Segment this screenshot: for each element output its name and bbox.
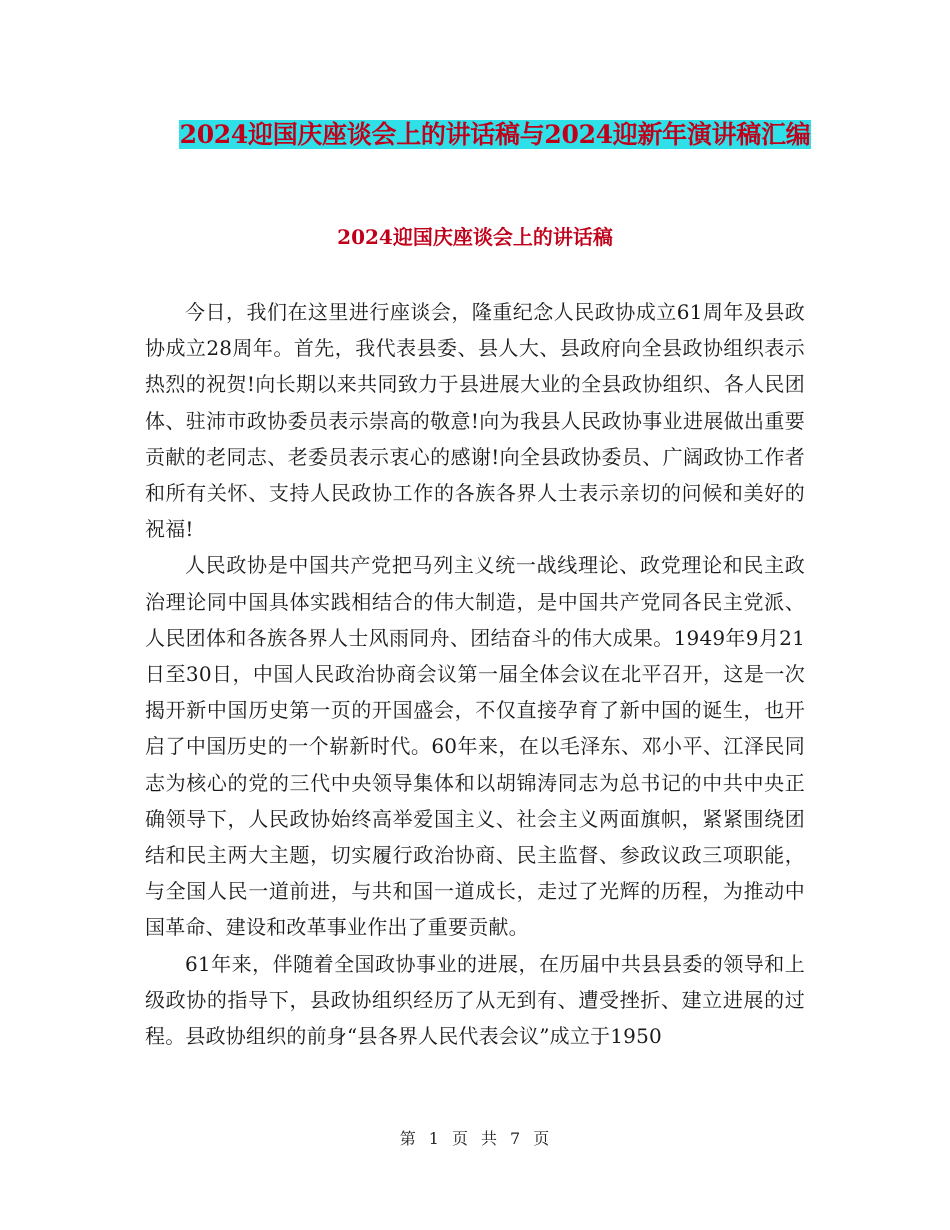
paragraph: 今日，我们在这里进行座谈会，隆重纪念人民政协成立61周年及县政协成立28周年。首先，我代表县委、县人大、县政府向全县政协组织表示热烈的祝贺!向长期以来共同致力于县进展大业的全县政协组织、各人民团体、驻沛市政协委员表示崇高的敬意!向为我县人民政协事业进展做出重要贡献的老同志、老委员表示衷心的感谢!向全县政协委员、广阔政协工作者和所有关怀、支持人民政协工作的各族各界人士表示亲切的问候和美好的祝福! (145, 300, 805, 542)
footer-total-pages: 7 (510, 1129, 522, 1148)
footer-total-prefix: 共 (481, 1129, 499, 1148)
footer-total-unit: 页 (533, 1129, 551, 1148)
document-body (145, 294, 805, 1054)
document-title (150, 112, 840, 157)
paragraph: 人民政协是中国共产党把马列主义统一战线理论、政党理论和民主政治理论同中国具体实践相结合的伟大制造，是中国共产党同各民主党派、人民团体和各族各界人士风雨同舟、团结奋斗的伟大成果。1949年9月21日至30日，中国人民政治协商会议第一届全体会议在北平召开，这是一次揭开新中国历史第一页的开国盛会，不仅直接孕育了新中国的诞生，也开启了中国历史的一个崭新时代。60年来，在以毛泽东、邓小平、江泽民同志为核心的党的三代中央领导集体和以胡锦涛同志为总书记的中共中央正确领导下，人民政协始终高举爱国主义、社会主义两面旗帜，紧紧围绕团结和民主两大主题，切实履行政治协商、民主监督、参政议政三项职能，与全国人民一道前进，与共和国一道成长，走过了光辉的历程，为推动中国革命、建设和改革事业作出了重要贡献。 (145, 553, 805, 940)
footer-page-number: 1 (428, 1129, 440, 1148)
paragraph: 61年来，伴随着全国政协事业的进展，在历届中共县县委的领导和上级政协的指导下，县政协组织经历了从无到有、遭受挫折、建立进展的过程。县政协组织的前身“县各界人民代表会议”成立于1950 (145, 951, 805, 1049)
footer-prefix: 第 (399, 1129, 417, 1148)
page-footer (0, 1126, 950, 1149)
section-title: 2024迎国庆座谈会上的讲话稿 (337, 225, 613, 249)
document-title-text: 2024迎国庆座谈会上的讲话稿与2024迎新年演讲稿汇编 (179, 120, 811, 149)
footer-page-unit: 页 (451, 1129, 469, 1148)
